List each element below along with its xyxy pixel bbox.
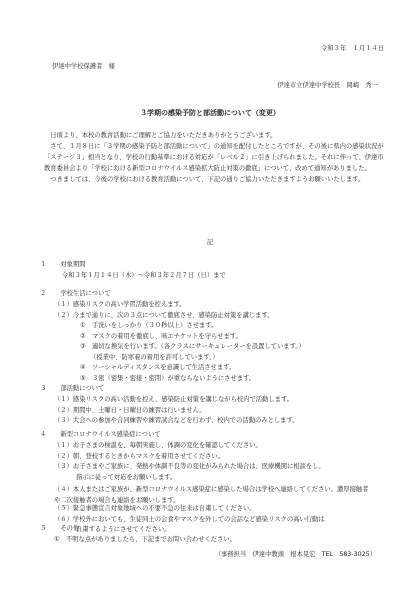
section-other (40, 526, 385, 548)
section-number: ３ (40, 385, 47, 392)
section-line: （３）お子さまやご家族に、発熱や体調不良等の変化がみられた場合は、医療機関に相談をし、 (54, 463, 325, 470)
section-line: （２）期間中、土曜日・日曜日の練習は行いません。 (54, 406, 206, 414)
section-school-life (40, 291, 385, 386)
section-line: 令和３年１月１４日（木）～令和３年２月７日（日）まで (62, 272, 226, 279)
section-line: （１）感染リスクの高い活動を控え、感染防止対策を講じながら校内で活動します。 (54, 396, 294, 403)
section-title: その他 (60, 525, 80, 532)
addressee: 伊達中学校保護者 様 (52, 63, 115, 70)
section-number: ４ (40, 431, 47, 438)
section-line: （４）本人またはご家族が、新型コロナウイルス感染症に感染した場合は学校へ連絡してください。濃厚接触者や二次接触者の場合も連絡をお願いします。 (54, 486, 369, 504)
section-title: 部活動について (60, 385, 105, 392)
intro-paragraph: つきましては、今後の学校における教育活動について、下記の通りご協力いただきますようお願いいたします。 (50, 176, 365, 183)
section-line: ① 不明な点がありましたら、下記までお問い合わせください。 (54, 536, 236, 543)
section-line: ⑤ ３密（密集・密接・密閉）が重ならないようにさせます。 (80, 374, 256, 382)
section-line: （授業中、防寒着の着用を許可しています。） (90, 353, 219, 361)
section-line: 指示に従って対応をお願いします。 (76, 473, 177, 481)
document-date: 令和３年 １月１４日 (321, 45, 384, 52)
section-title: 対象期間 (60, 261, 86, 268)
section-line: （３）大会への参加や合同練習や練習試合などを行わず、校内での活動のみとします。 (54, 417, 299, 424)
section-number: ５ (40, 525, 47, 532)
section-number: １ (40, 261, 47, 268)
intro-paragraph: さて、１月８日に「３学期の感染予防と部活動について」の通知を配付したところですが、その後に県内の感染状況が「ステージ３」相当となり、学校の行動基準における対応が「レベル２」に引き上げられました。それに伴って、伊達市教育委員会より「学校における新型コロナウイルス感染拡大防止対策の徹底」について、改めて通知がありました。 (44, 143, 384, 172)
section-title: 新型コロナウイルス感染症について (60, 431, 161, 438)
section-covid (40, 432, 385, 538)
section-title: 学校生活について (60, 290, 111, 297)
section-period (40, 262, 385, 284)
section-number: ２ (40, 290, 47, 297)
section-line: （６）学校外においても、生徒同士の会食やマスクを外しての会話など感染リスクの高い行動は (54, 515, 325, 523)
section-line: ① 手洗いをしっかり（３０秒以上）させます。 (80, 322, 218, 329)
section-club-activities (40, 386, 385, 429)
section-line: ② マスクの着用を徹底し、咳エチケットを守らせます。 (80, 332, 242, 340)
intro-body (44, 130, 384, 185)
section-line: （２）今まで通りに、次の３点について徹底させ、感染防止対策を講じます。 (54, 311, 274, 319)
section-line: ③ 適切な換気を行います。（各クラスにサーキュレーターを設置しています。） (80, 343, 305, 350)
ki-heading: 記 (206, 239, 214, 246)
document-title: ３学期の感染予防と部活動について（変更） (140, 109, 280, 117)
sender: 伊達市立伊達中学校長 岡崎 秀一 (277, 82, 378, 89)
contact-info: （事務担当 伊達中教頭 根本晃宏 TEL 583-3025） (214, 551, 376, 558)
section-line: （５）緊急事態宣言対象地域への不要不急の往来は自粛してください。 (54, 505, 256, 512)
intro-paragraph: 日頃より、本校の教育活動にご理解とご協力をいただきありがとうございます。 (50, 132, 277, 139)
section-line: ④ ソーシャルディスタンスを意識して生活させます。 (80, 364, 236, 371)
section-line: （２）朝、登校するときからマスクを着用させてください。 (54, 452, 225, 460)
section-line: 自粛するようにさせてください。 (76, 526, 171, 533)
section-line: （１）感染リスクの高い学習活動を控えます。 (54, 301, 186, 308)
section-line: （１）お子さまの検温を、毎朝実施し、体調の変化を確認してください。 (54, 442, 262, 449)
